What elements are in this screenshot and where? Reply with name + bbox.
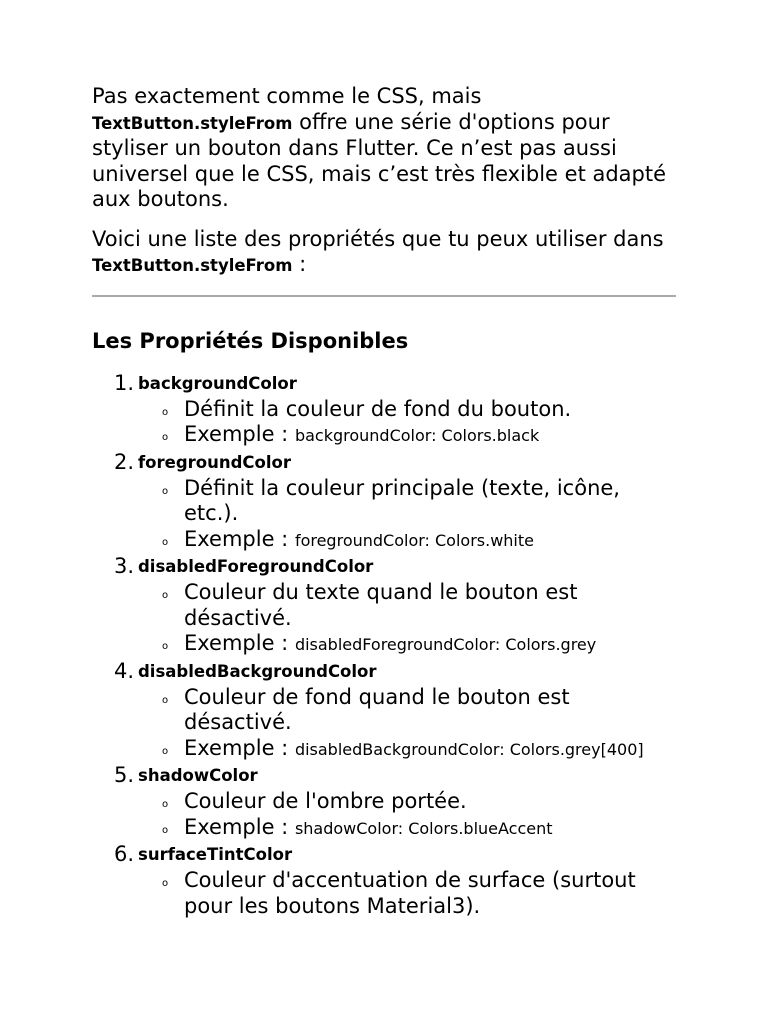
intro-text: : <box>292 252 307 276</box>
bullet-icon: o <box>162 590 169 601</box>
example-code: disabledBackgroundColor: Colors.grey[400] <box>294 739 644 759</box>
list-number: 4. <box>114 658 135 683</box>
property-name: shadowColor <box>138 766 258 785</box>
list-number: 6. <box>114 842 135 866</box>
property-example <box>138 815 676 842</box>
bullet-icon: o <box>162 641 169 652</box>
intro-paragraph-1 <box>92 84 676 213</box>
inline-code: TextButton.styleFrom <box>92 256 293 275</box>
property-details <box>138 685 676 763</box>
property-description: o Couleur d'accentuation de surface (surtout pour les boutons Material3). <box>162 868 636 918</box>
bullet-icon: o <box>162 745 169 757</box>
property-details <box>138 789 676 841</box>
example-label: Exemple : <box>184 526 295 551</box>
property-item <box>92 449 676 554</box>
property-description: o Couleur de fond quand le bouton est désactivé. <box>162 684 570 734</box>
property-details <box>138 580 676 658</box>
list-number: 2. <box>114 449 135 474</box>
horizontal-divider <box>92 295 676 297</box>
intro-text: Pas exactement comme le CSS, mais <box>92 84 482 108</box>
intro-text: offre une série d'options pour styliser un bouton dans Flutter. Ce n’est pas aussi universel que le CSS, mais c’est très flexible et adapté aux boutons. <box>92 109 667 211</box>
property-name: foregroundColor <box>138 452 292 472</box>
example-label: Exemple : <box>184 735 295 760</box>
bullet-icon: o <box>162 432 169 443</box>
property-item <box>92 658 676 763</box>
property-description: o Couleur de l'ombre portée. <box>138 789 676 815</box>
property-name: disabledForegroundColor <box>138 557 374 576</box>
list-number: 5. <box>114 763 135 787</box>
list-number: 1. <box>114 370 135 395</box>
bullet-icon: o <box>162 694 169 706</box>
property-name: disabledBackgroundColor <box>138 661 377 681</box>
properties-list <box>92 370 676 920</box>
bullet-icon: o <box>162 799 169 810</box>
property-description: o Définit la couleur principale (texte, icône, etc.). <box>162 475 620 525</box>
inline-code: TextButton.styleFrom <box>92 113 293 133</box>
intro-text: Voici une liste des propriétés que tu peux utiliser dans <box>92 226 664 251</box>
example-code: foregroundColor: Colors.white <box>294 530 534 550</box>
example-code: backgroundColor: Colors.black <box>294 426 540 445</box>
bullet-icon: o <box>162 485 169 497</box>
property-details <box>138 868 676 919</box>
example-label: Exemple : <box>184 814 295 839</box>
property-item <box>92 762 676 841</box>
intro-paragraph-2 <box>92 227 676 279</box>
property-description: o Couleur du texte quand le bouton est désactivé. <box>162 580 578 630</box>
property-name: backgroundColor <box>138 373 297 393</box>
property-name: surfaceTintColor <box>138 845 293 864</box>
property-item <box>92 841 676 919</box>
bullet-icon: o <box>162 878 169 889</box>
example-code: shadowColor: Colors.blueAccent <box>294 818 553 838</box>
property-example <box>138 736 676 763</box>
property-item <box>92 370 676 449</box>
section-title: Les Propriétés Disponibles <box>92 328 409 353</box>
bullet-icon: o <box>162 824 169 836</box>
property-details <box>138 476 676 554</box>
example-label: Exemple : <box>184 631 295 655</box>
bullet-icon: o <box>162 536 169 548</box>
property-example <box>138 422 676 449</box>
property-example <box>138 527 676 554</box>
bullet-icon: o <box>162 406 169 418</box>
property-example <box>138 631 676 658</box>
property-item <box>92 553 676 658</box>
example-label: Exemple : <box>184 422 295 446</box>
property-description: o Définit la couleur de fond du bouton. <box>138 397 676 423</box>
example-code: disabledForegroundColor: Colors.grey <box>294 635 597 654</box>
list-number: 3. <box>114 554 135 578</box>
property-details <box>138 397 676 449</box>
